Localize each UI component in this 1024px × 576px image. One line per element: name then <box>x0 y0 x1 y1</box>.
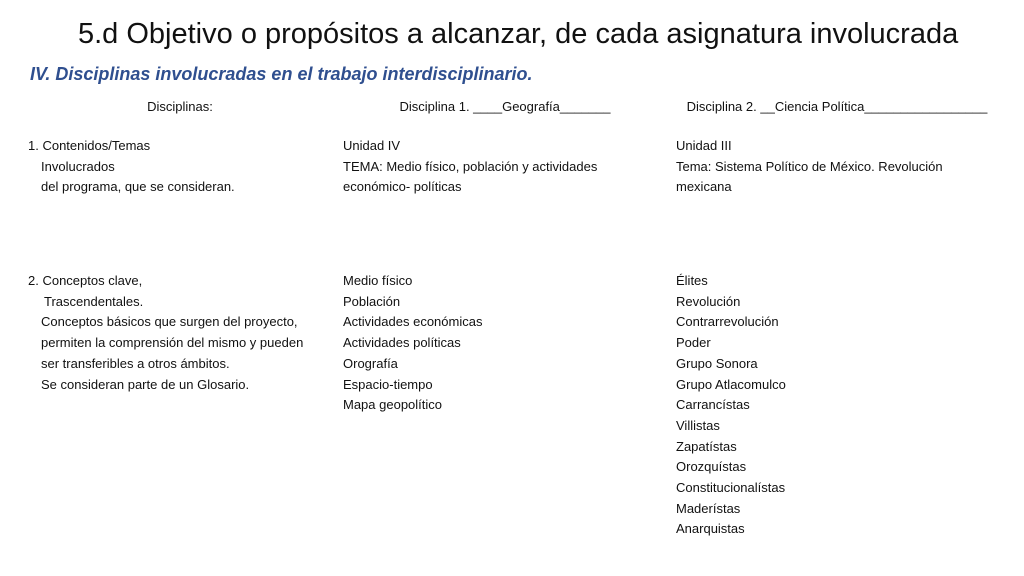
row2-ciencia-politica-line: Élites <box>676 273 708 288</box>
row2-ciencia-politica-line: Grupo Sonora <box>676 355 758 371</box>
row2-label-line: permiten la comprensión del mismo y pueden <box>41 335 304 351</box>
row1-geografia-line: Unidad IV <box>343 138 401 153</box>
row2-ciencia-politica-line: Revolución <box>676 293 741 309</box>
row2-geografia-line: Mapa geopolítico <box>343 397 443 413</box>
row1-ciencia-politica-line: Unidad III <box>676 138 732 153</box>
row2-ciencia-politica-cell <box>676 271 786 540</box>
row2-ciencia-politica-line: Contrarrevolución <box>676 314 779 330</box>
row2-ciencia-politica-line: Orozquístas <box>676 459 747 475</box>
header-disciplina-2: Disciplina 2. __Ciencia Política_________________ <box>686 99 988 114</box>
row2-label-line: 2. Conceptos clave, <box>28 273 143 288</box>
row2-ciencia-politica-line: Maderístas <box>676 500 741 516</box>
row1-geografia-cell <box>343 136 597 198</box>
row1-ciencia-politica-cell <box>676 136 943 198</box>
row1-label-line: Involucrados <box>41 158 115 174</box>
row2-geografia-line: Población <box>343 293 401 309</box>
row2-geografia-line: Actividades económicas <box>343 314 483 330</box>
row1-geografia-line: TEMA: Medio físico, población y actividades <box>343 158 598 174</box>
row2-ciencia-politica-line: Carrancístas <box>676 397 750 413</box>
row2-ciencia-politica-line: Grupo Atlacomulco <box>676 376 786 392</box>
row1-geografia-line: económico- políticas <box>343 179 462 195</box>
row2-ciencia-politica-line: Poder <box>676 335 711 351</box>
row2-ciencia-politica-line: Zapatístas <box>676 438 737 454</box>
row1-label-cell <box>28 136 235 198</box>
row2-label-line: Se consideran parte de un Glosario. <box>41 376 250 392</box>
slide-title: 5.d Objetivo o propósitos a alcanzar, de cada asignatura involucrada <box>78 18 959 50</box>
row2-geografia-line: Actividades políticas <box>343 335 461 351</box>
row2-geografia-line: Medio físico <box>343 273 413 288</box>
row2-geografia-line: Espacio-tiempo <box>343 376 433 392</box>
row2-label-line: Trascendentales. <box>44 293 144 309</box>
row1-label-line: 1. Contenidos/Temas <box>28 138 151 153</box>
row2-ciencia-politica-line: Constitucionalístas <box>676 480 786 496</box>
row2-label-line: Conceptos básicos que surgen del proyecto, <box>41 314 298 330</box>
row1-ciencia-politica-line: mexicana <box>676 179 732 195</box>
header-disciplinas: Disciplinas: <box>147 99 213 114</box>
row2-geografia-cell <box>343 271 482 416</box>
header-disciplina-1: Disciplina 1. ____Geografía_______ <box>399 99 611 114</box>
row1-ciencia-politica-line: Tema: Sistema Político de México. Revolución <box>676 158 943 174</box>
row2-label-cell <box>28 271 303 395</box>
row2-ciencia-politica-line: Anarquistas <box>676 521 745 537</box>
row2-ciencia-politica-line: Villistas <box>676 417 720 433</box>
slide-subtitle: IV. Disciplinas involucradas en el trabajo interdisciplinario. <box>30 64 533 84</box>
row2-geografia-line: Orografía <box>343 355 398 371</box>
row1-label-line: del programa, que se consideran. <box>41 179 235 195</box>
row2-label-line: ser transferibles a otros ámbitos. <box>41 355 230 371</box>
